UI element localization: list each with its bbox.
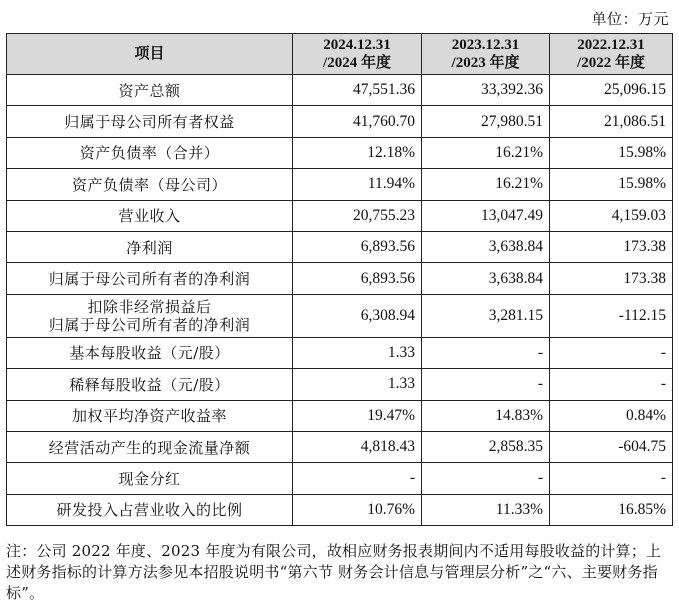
- value-2022: 173.38: [550, 263, 673, 294]
- value-2023: 33,392.36: [422, 75, 550, 106]
- table-row: [7, 231, 673, 262]
- value-2022: -: [550, 337, 673, 368]
- header-2022-date: 2022.12.31: [577, 37, 645, 53]
- row-label: 现金分红: [7, 463, 293, 494]
- value-2024: 20,755.23: [293, 200, 422, 231]
- table-row: [7, 337, 673, 368]
- header-2024: [293, 34, 422, 75]
- value-2023: -: [422, 369, 550, 400]
- row-label: 资产总额: [7, 75, 293, 106]
- table-row: [7, 431, 673, 462]
- value-2024: 6,893.56: [293, 263, 422, 294]
- value-2023: 27,980.51: [422, 106, 550, 137]
- value-2023: 16.21%: [422, 137, 550, 168]
- value-2024: 19.47%: [293, 400, 422, 431]
- row-label: 经营活动产生的现金流量净额: [7, 431, 293, 462]
- value-2024: 1.33: [293, 369, 422, 400]
- table-row: [7, 200, 673, 231]
- table-row: [7, 369, 673, 400]
- value-2022: 173.38: [550, 231, 673, 262]
- value-2024: 6,308.94: [293, 294, 422, 337]
- row-label: 基本每股收益（元/股）: [7, 337, 293, 368]
- value-2024: -: [293, 463, 422, 494]
- value-2023: -: [422, 463, 550, 494]
- header-2022: [550, 34, 673, 75]
- value-2024: 11.94%: [293, 169, 422, 200]
- row-label-line-2: 归属于母公司所有者的净利润: [48, 315, 251, 334]
- value-2022: -112.15: [550, 294, 673, 337]
- header-2023-date: 2023.12.31: [451, 37, 520, 53]
- value-2023: 3,281.15: [422, 294, 550, 337]
- value-2022: 16.85%: [550, 494, 673, 525]
- footnote: 注：公司 2022 年度、2023 年度为有限公司，故相应财务报表期间内不适用每股收益的计算；上述财务指标的计算方法参见本招股说明书“第六节 财务会计信息与管理层分析”之“六、主要财务指标”。: [6, 542, 662, 602]
- row-label: 归属于母公司所有者权益: [7, 106, 293, 137]
- table-row: [7, 169, 673, 200]
- value-2023: -: [422, 337, 550, 368]
- table-row: [7, 400, 673, 431]
- financial-indicators-table: [6, 33, 673, 526]
- value-2022: -604.75: [550, 431, 673, 462]
- value-2024: 12.18%: [293, 137, 422, 168]
- value-2023: 13,047.49: [422, 200, 550, 231]
- value-2022: 15.98%: [550, 169, 673, 200]
- value-2022: 21,086.51: [550, 106, 673, 137]
- table-row: [7, 106, 673, 137]
- header-2023: [422, 34, 550, 75]
- value-2024: 6,893.56: [293, 231, 422, 262]
- value-2023: 3,638.84: [422, 263, 550, 294]
- value-2022: 0.84%: [550, 400, 673, 431]
- value-2024: 4,818.43: [293, 431, 422, 462]
- table-row: [7, 294, 673, 337]
- value-2023: 3,638.84: [422, 231, 550, 262]
- row-label: 净利润: [7, 231, 293, 262]
- row-label: 资产负债率（合并）: [7, 137, 293, 168]
- row-label: [7, 294, 293, 337]
- table-row: [7, 463, 673, 494]
- header-2024-date: 2024.12.31: [323, 37, 391, 53]
- value-2024: 47,551.36: [293, 75, 422, 106]
- value-2022: 15.98%: [550, 137, 673, 168]
- value-2023: 14.83%: [422, 400, 550, 431]
- header-2022-year: /2022 年度: [577, 55, 645, 71]
- row-label: 稀释每股收益（元/股）: [7, 369, 293, 400]
- value-2022: 25,096.15: [550, 75, 673, 106]
- header-item: 项目: [7, 34, 293, 75]
- value-2023: 2,858.35: [422, 431, 550, 462]
- value-2022: -: [550, 463, 673, 494]
- value-2022: -: [550, 369, 673, 400]
- value-2024: 1.33: [293, 337, 422, 368]
- value-2024: 41,760.70: [293, 106, 422, 137]
- value-2024: 10.76%: [293, 494, 422, 525]
- row-label: 营业收入: [7, 200, 293, 231]
- header-2023-year: /2023 年度: [451, 55, 520, 71]
- row-label: 研发投入占营业收入的比例: [7, 494, 293, 525]
- header-2024-year: /2024 年度: [323, 55, 391, 71]
- table-row: [7, 75, 673, 106]
- table-row: [7, 263, 673, 294]
- unit-label: 单位：万元: [591, 10, 669, 28]
- table-header-row: [7, 34, 673, 75]
- table-row: [7, 494, 673, 525]
- row-label-line-1: 扣除非经常损益后: [87, 297, 212, 316]
- table-row: [7, 137, 673, 168]
- value-2023: 11.33%: [422, 494, 550, 525]
- row-label: 加权平均净资产收益率: [7, 400, 293, 431]
- row-label: 归属于母公司所有者的净利润: [7, 263, 293, 294]
- value-2022: 4,159.03: [550, 200, 673, 231]
- value-2023: 16.21%: [422, 169, 550, 200]
- row-label: 资产负债率（母公司）: [7, 169, 293, 200]
